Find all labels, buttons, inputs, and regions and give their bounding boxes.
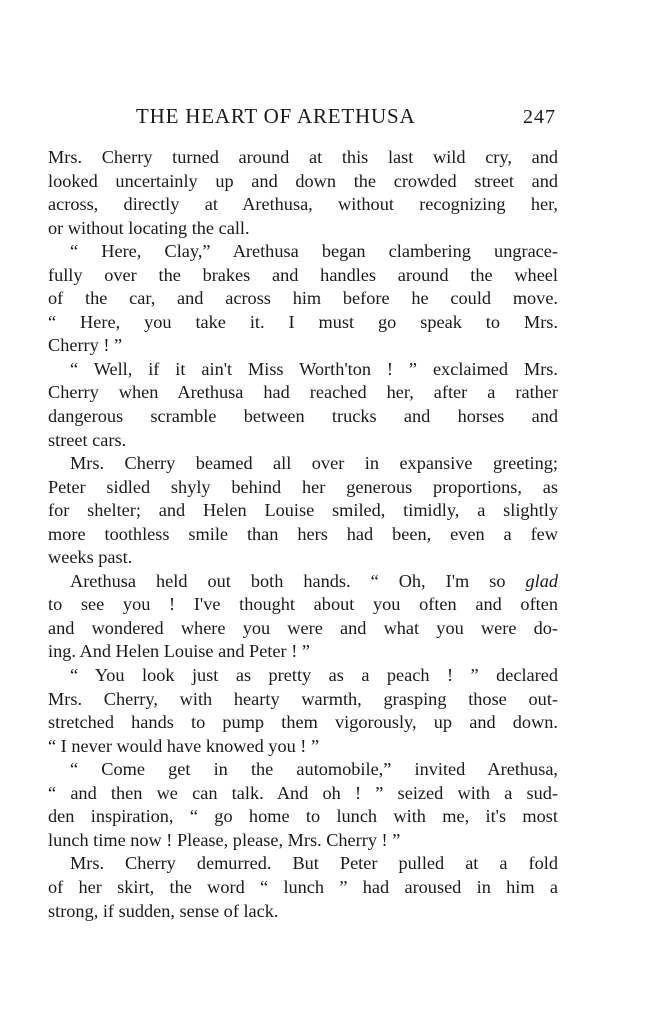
text-line: “ I never would have knowed you ! ” [48,735,320,756]
text-line: lunch time now ! Please, please, Mrs. Cherry ! ” [48,829,401,850]
text-line: “ and then we can talk. And oh ! ” seized with a sud- [48,782,558,803]
paragraph-first-line: “ Come get in the automobile,” invited Arethusa, [70,759,558,780]
text-line: for shelter; and Helen Louise smiled, timidly, a slightly [48,500,558,521]
text-line: Mrs. Cherry, with hearty warmth, grasping those out- [48,688,558,709]
text-line: weeks past. [48,547,133,568]
text-line: ing. And Helen Louise and Peter ! ” [48,641,310,662]
text-line: strong, if sudden, sense of lack. [48,900,279,921]
running-title: THE HEART OF ARETHUSA [136,104,416,128]
paragraph-first-line: “ Well, if it ain't Miss Worth'ton ! ” exclaimed Mrs. [70,358,558,379]
text-line: stretched hands to pump them vigorously, up and down. [48,712,558,733]
text-line: street cars. [48,429,127,450]
paragraph-first-line: “ Here, Clay,” Arethusa began clambering ungrace- [70,241,558,262]
text-line: Cherry when Arethusa had reached her, after a rather [48,382,558,403]
text-line: across, directly at Arethusa, without recognizing her, [48,194,558,215]
text-line: Mrs. Cherry turned around at this last wild cry, and [48,147,558,167]
text-line: and wondered where you were and what you were do- [48,617,558,638]
text-line: looked uncertainly up and down the crowded street and [48,170,558,191]
text-line: Peter sidled shyly behind her generous proportions, as [48,476,558,497]
paragraph-first-line: “ You look just as pretty as a peach ! ” declared [70,665,558,686]
text-line: Cherry ! ” [48,335,123,356]
text-line: more toothless smile than hers had been, even a few [48,523,558,544]
paragraph-first-line: Mrs. Cherry demurred. But Peter pulled at a fold [70,853,558,874]
text-line: of the car, and across him before he could move. [48,288,558,309]
text-line: den inspiration, “ go home to lunch with me, it's most [48,806,558,827]
text-line: of her skirt, the word “ lunch ” had aroused in him a [48,876,558,897]
paragraph-first-line: Mrs. Cherry beamed all over in expansive greeting; [70,453,558,474]
body-text [48,146,558,923]
text-run: Arethusa held out both hands. “ Oh, I'm so [70,570,526,591]
text-line: fully over the brakes and handles around the wheel [48,264,558,285]
page-number: 247 [523,106,556,128]
paragraph-first-line [48,570,558,594]
page-header [48,104,560,136]
emphasized-word: glad [525,570,558,591]
text-line: to see you ! I've thought about you often and often [48,594,558,615]
text-line: or without locating the call. [48,217,250,238]
text-line: dangerous scramble between trucks and horses and [48,406,558,427]
text-line: “ Here, you take it. I must go speak to Mrs. [48,311,558,332]
